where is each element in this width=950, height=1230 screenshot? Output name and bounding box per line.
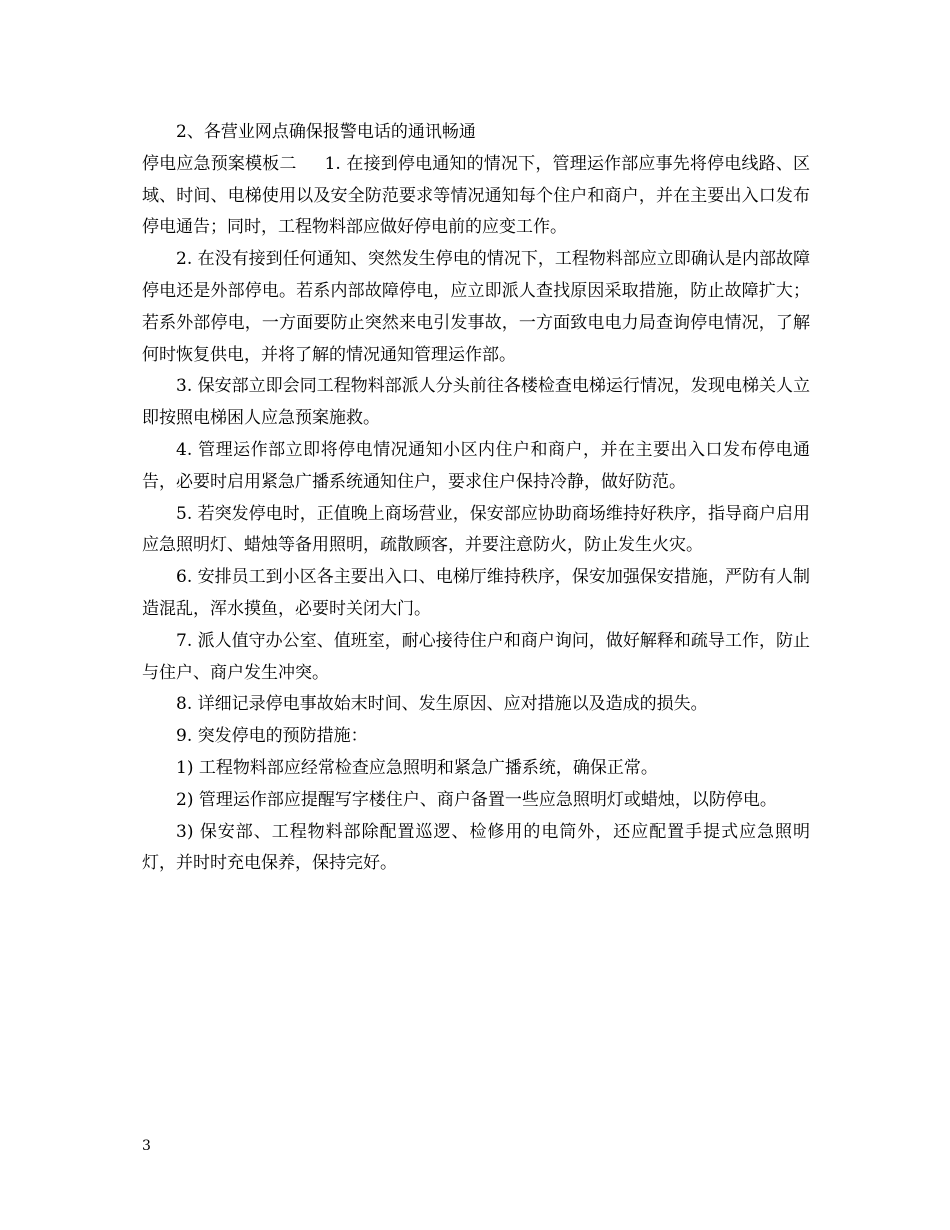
page-number: 3 (142, 1138, 151, 1154)
paragraph-template-two-item-1 (142, 149, 810, 244)
paragraph-item-2: 2. 在没有接到任何通知、突然发生停电的情况下，工程物料部应立即确认是内部故障停电还是外部停电。若系内部故障停电，应立即派人查找原因采取措施，防止故障扩大；若系外部停电，一方面要防止突然来电引发事故，一方面致电电力局查询停电情况，了解何时恢复供电，并将了解的情况通知管理运作部。 (142, 249, 810, 365)
template-heading: 停电应急预案模板二 (142, 153, 297, 174)
paragraph-subitem-3: 3) 保安部、工程物料部除配置巡逻、检修用的电筒外，还应配置手提式应急照明灯，并时时充电保养，保持完好。 (142, 821, 810, 874)
paragraph-item-4: 4. 管理运作部立即将停电情况通知小区内住户和商户，并在主要出入口发布停电通告，必要时启用紧急广播系统通知住户，要求住户保持冷静，做好防范。 (142, 439, 810, 492)
paragraph-subitem-1: 1) 工程物料部应经常检查应急照明和紧急广播系统，确保正常。 (176, 757, 658, 778)
paragraph-item-3: 3. 保安部立即会同工程物料部派人分头前往各楼检查电梯运行情况，发现电梯关人立即按照电梯困人应急预案施救。 (142, 376, 810, 429)
paragraph-text: 1. 在接到停电通知的情况下，管理运作部应事先将停电线路、区域、时间、电梯使用以及安全防范要求等情况通知每个住户和商户，并在主要出入口发布停电通告；同时，工程物料部应做好停电前的应变工作。 (142, 153, 810, 238)
paragraph-item-2-alarm-phone: 2、各营业网点确保报警电话的通讯畅通 (176, 122, 476, 142)
paragraph-subitem-2: 2) 管理运作部应提醒写字楼住户、商户备置一些应急照明灯或蜡烛，以防停电。 (176, 789, 777, 810)
paragraph-item-9: 9. 突发停电的预防措施： (176, 726, 368, 747)
document-body (142, 117, 810, 880)
paragraph-item-7: 7. 派人值守办公室、值班室，耐心接待住户和商户询问，做好解释和疏导工作，防止与住户、商户发生冲突。 (142, 630, 810, 683)
paragraph-item-6: 6. 安排员工到小区各主要出入口、电梯厅维持秩序，保安加强保安措施，严防有人制造混乱，浑水摸鱼，必要时关闭大门。 (142, 567, 810, 619)
paragraph-item-8: 8. 详细记录停电事故始末时间、发生原因、应对措施以及造成的损失。 (176, 694, 708, 715)
paragraph-item-5: 5. 若突发停电时，正值晚上商场营业，保安部应协助商场维持好秩序，指导商户启用应急照明灯、蜡烛等备用照明，疏散顾客，并要注意防火，防止发生火灾。 (142, 503, 810, 556)
